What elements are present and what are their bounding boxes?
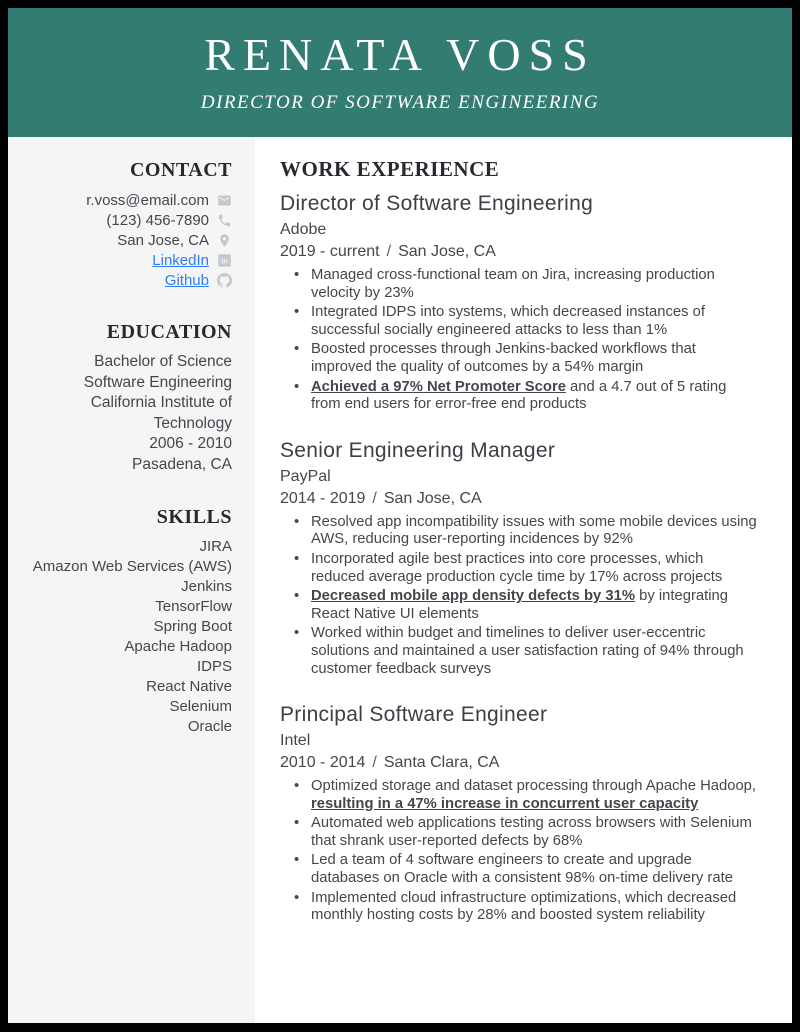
resume-job-title: DIRECTOR OF SOFTWARE ENGINEERING bbox=[200, 91, 600, 113]
job-company: Intel bbox=[280, 732, 311, 750]
bullet-item: • Boosted processes through Jenkins-backed workflows that improved the quality of outcomes by a 54% margin bbox=[280, 341, 760, 376]
contact-row-location bbox=[20, 230, 232, 250]
skill-item: React Native bbox=[146, 678, 232, 695]
job-dates: 2014 - 2019 bbox=[280, 489, 366, 507]
contact-section bbox=[20, 158, 232, 290]
header-banner bbox=[8, 8, 792, 137]
skills-section bbox=[20, 505, 232, 737]
skill-item: Apache Hadoop bbox=[124, 638, 232, 655]
skills-heading: SKILLS bbox=[156, 506, 232, 528]
bullet-item: • Implemented cloud infrastructure optimizations, which decreased monthly hosting costs by 28% and boosted system reliability bbox=[280, 890, 760, 925]
job-company: PayPal bbox=[280, 467, 331, 485]
skill-item: Oracle bbox=[187, 718, 232, 735]
linkedin-icon bbox=[217, 253, 232, 268]
separator: / bbox=[372, 754, 377, 772]
bullet-item: • Achieved a 97% Net Promoter Score and a 4.7 out of 5 rating from end users for error-free end products bbox=[280, 379, 760, 414]
bullet-item: • Worked within budget and timelines to deliver user-eccentric solutions and maintained a user satisfaction rating of 94% through customer feedback surveys bbox=[280, 625, 760, 678]
education-dates: 2006 - 2010 bbox=[149, 435, 232, 452]
education-location: Pasadena, CA bbox=[132, 455, 232, 473]
bullet-item: • Resolved app incompatibility issues with some mobile devices using AWS, reducing user-reporting incidences by 92% bbox=[280, 514, 760, 549]
contact-phone: (123) 456-7890 bbox=[106, 211, 209, 229]
contact-row-github bbox=[20, 270, 232, 290]
github-icon bbox=[217, 273, 232, 288]
bullet-list bbox=[280, 267, 760, 414]
contact-row-email bbox=[20, 190, 232, 210]
bullet-item: • Automated web applications testing across browsers with Selenium that shrank user-reported defects by 68% bbox=[280, 815, 760, 850]
skill-item: JIRA bbox=[199, 538, 232, 555]
content-columns bbox=[8, 137, 792, 1023]
skill-item: IDPS bbox=[196, 658, 232, 675]
separator: / bbox=[372, 489, 377, 507]
github-link[interactable]: Github bbox=[164, 271, 209, 289]
contact-row-phone bbox=[20, 210, 232, 230]
job-location: Santa Clara, CA bbox=[383, 754, 500, 772]
bullet-list bbox=[280, 778, 760, 925]
bullet-item: • Incorporated agile best practices into core processes, which reduced average production cycle time by 17% across projects bbox=[280, 551, 760, 586]
contact-heading: CONTACT bbox=[129, 159, 232, 181]
contact-row-linkedin bbox=[20, 250, 232, 270]
location-pin-icon bbox=[217, 233, 232, 248]
job-title: Director of Software Engineering bbox=[280, 192, 594, 215]
skill-item: Spring Boot bbox=[153, 618, 232, 635]
resume-page bbox=[8, 8, 792, 1023]
job-entry bbox=[280, 702, 760, 925]
job-title: Senior Engineering Manager bbox=[280, 438, 556, 462]
job-entry bbox=[280, 438, 760, 678]
job-company: Adobe bbox=[280, 221, 327, 238]
job-dates: 2010 - 2014 bbox=[280, 754, 366, 772]
work-experience-column bbox=[255, 137, 792, 1023]
linkedin-link[interactable]: LinkedIn bbox=[152, 251, 209, 269]
bullet-list bbox=[280, 514, 760, 678]
resume-name: RENATA VOSS bbox=[204, 28, 596, 80]
job-dates: 2019 - current bbox=[280, 243, 380, 260]
skills-list bbox=[20, 537, 232, 737]
contact-email: r.voss@email.com bbox=[86, 191, 209, 209]
phone-icon bbox=[217, 213, 232, 228]
skill-item: Jenkins bbox=[181, 578, 232, 595]
education-section bbox=[20, 320, 232, 475]
job-location: San Jose, CA bbox=[383, 489, 482, 507]
bullet-item: • Managed cross-functional team on Jira, increasing production velocity by 23% bbox=[280, 267, 760, 302]
work-experience-heading: WORK EXPERIENCE bbox=[280, 157, 500, 181]
svg-text:in: in bbox=[221, 256, 228, 266]
job-location: San Jose, CA bbox=[398, 243, 496, 260]
bullet-item: • Led a team of 4 software engineers to create and upgrade databases on Oracle with a consistent 98% on-time delivery rate bbox=[280, 852, 760, 887]
education-degree: Bachelor of Science bbox=[94, 353, 232, 370]
skill-item: Amazon Web Services (AWS) bbox=[32, 558, 232, 575]
bullet-item: • Integrated IDPS into systems, which decreased instances of successful socially engineered attacks to less than 1% bbox=[280, 304, 760, 339]
contact-location: San Jose, CA bbox=[117, 231, 209, 249]
education-heading: EDUCATION bbox=[106, 321, 232, 343]
skill-item: Selenium bbox=[169, 698, 232, 715]
separator: / bbox=[386, 243, 392, 260]
job-entry bbox=[280, 191, 760, 414]
education-school: California Institute of Technology bbox=[90, 394, 232, 432]
job-dates-location bbox=[280, 753, 760, 772]
skill-item: TensorFlow bbox=[155, 598, 232, 615]
job-title: Principal Software Engineer bbox=[280, 703, 548, 727]
bullet-item: • Optimized storage and dataset processing through Apache Hadoop, resulting in a 47% increase in concurrent user capacity bbox=[280, 778, 760, 813]
envelope-icon bbox=[217, 193, 232, 208]
education-major: Software Engineering bbox=[83, 373, 232, 391]
bullet-item: • Decreased mobile app density defects by 31% by integrating React Native UI elements bbox=[280, 588, 760, 623]
sidebar bbox=[8, 137, 255, 1023]
job-dates-location bbox=[280, 242, 760, 261]
job-dates-location bbox=[280, 489, 760, 508]
